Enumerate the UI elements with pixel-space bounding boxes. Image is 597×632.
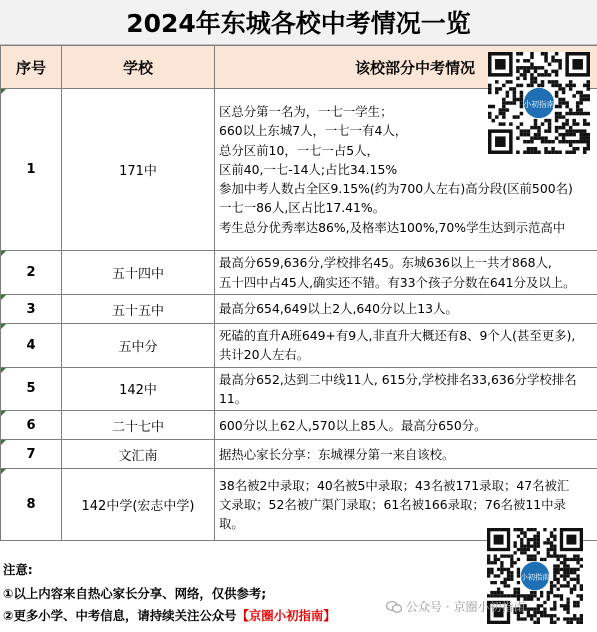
- cell-marker-icon: [1, 469, 6, 474]
- wechat-icon: [386, 600, 402, 614]
- row-number: 6: [1, 411, 62, 440]
- notes-line-2-prefix: ②更多小学、中考信息，请持续关注公众号: [3, 608, 237, 623]
- row-number: 4: [1, 324, 62, 368]
- row-school: 五十五中: [62, 295, 215, 324]
- info-line: 取。: [219, 516, 244, 532]
- info-line: 参加中考人数占全区9.15%(约为700人左右)高分段(区前500名): [219, 181, 573, 197]
- table-row: [1, 411, 597, 440]
- account-name-highlight: 【京圈小初指南】: [236, 608, 336, 623]
- page-title: 2024年东城各校中考情况一览: [0, 0, 597, 45]
- table-row: [1, 324, 597, 368]
- row-info: [215, 295, 597, 324]
- cell-marker-icon: [1, 411, 6, 416]
- row-school: 142中: [62, 367, 215, 411]
- table-row: [1, 251, 597, 295]
- row-school: 五中分: [62, 324, 215, 368]
- notes-heading: 注意:: [3, 562, 33, 577]
- row-info: [215, 251, 597, 295]
- info-line: 一七一86人,区占比17.41%。: [219, 200, 386, 216]
- notes-line-2: [3, 606, 336, 624]
- info-line: 区前40,一七-14人;占比34.15%: [219, 161, 398, 177]
- row-info: [215, 440, 597, 469]
- info-line: 共计20人左右。: [219, 347, 310, 363]
- info-line: 文录取；52名被广渠门录取；61名被166录取；76名被11中录: [219, 497, 566, 513]
- row-school: 文汇南: [62, 440, 215, 469]
- watermark: [386, 598, 525, 615]
- row-number: 2: [1, 251, 62, 295]
- cell-marker-icon: [1, 324, 6, 329]
- info-line: 考生总分优秀率达86%,及格率达100%,70%学生达到示范高中: [219, 219, 566, 235]
- row-school: 五十四中: [62, 251, 215, 295]
- row-info: [215, 411, 597, 440]
- info-line: 五十四中占45人,确实还不错。有33个孩子分数在641分及以上。: [219, 274, 576, 290]
- info-line: 最高分654,649以上2人,640分以上13人。: [219, 301, 458, 317]
- cell-marker-icon: [1, 368, 6, 373]
- qr-code-top: [488, 52, 590, 154]
- cell-marker-icon: [1, 295, 6, 300]
- row-number: 8: [1, 469, 62, 541]
- row-number: 7: [1, 440, 62, 469]
- row-number: 5: [1, 367, 62, 411]
- header-info: 该校部分中考情况: [215, 46, 597, 89]
- row-number: 3: [1, 295, 62, 324]
- info-line: 最高分659,636分,学校排名45。东城636以上一共才868人,: [219, 255, 552, 271]
- watermark-text: 公众号 · 京圈小初指南: [406, 600, 526, 614]
- cell-marker-icon: [1, 251, 6, 256]
- info-line: 死磕的直升A班649+有9人,非直升大概还有8、9个人(甚至更多),: [219, 328, 576, 343]
- row-school: 二十七中: [62, 411, 215, 440]
- info-line: 660以上东城7人，一七一有4人，: [219, 123, 408, 139]
- info-line: 最高分652,达到二中线11人, 615分,学校排名33,636分学校排名: [219, 371, 577, 387]
- table-row: [1, 295, 597, 324]
- info-line: 区总分第一名为，一七一学生；: [219, 103, 393, 119]
- row-info: [215, 367, 597, 411]
- table-row: [1, 367, 597, 411]
- cell-marker-icon: [1, 89, 6, 94]
- table-row: [1, 440, 597, 469]
- header-school: 学校: [62, 46, 215, 89]
- info-line: 600分以上62人,570以上85人。最高分650分。: [219, 417, 487, 433]
- header-num: 序号: [1, 46, 62, 89]
- qr-center-label: 小初指南: [523, 99, 555, 109]
- row-school: 142中学(宏志中学): [62, 469, 215, 541]
- row-number: 1: [1, 89, 62, 251]
- info-line: 11。: [219, 390, 248, 406]
- notes-line-1: ①以上内容来自热心家长分享、网络，仅供参考;: [3, 586, 267, 601]
- row-info: [215, 324, 597, 368]
- cell-marker-icon: [1, 440, 6, 445]
- qr-center-label: 小初指南: [520, 572, 550, 582]
- info-line: 据热心家长分享：东城裸分第一来自该校。: [219, 446, 455, 462]
- notes-section: [0, 553, 597, 632]
- info-line: 38名被2中录取；40名被5中录取；43名被171录取；47名被汇: [219, 477, 570, 493]
- row-school: 171中: [62, 89, 215, 251]
- info-line: 总分区前10，一七一占5人，: [219, 142, 379, 158]
